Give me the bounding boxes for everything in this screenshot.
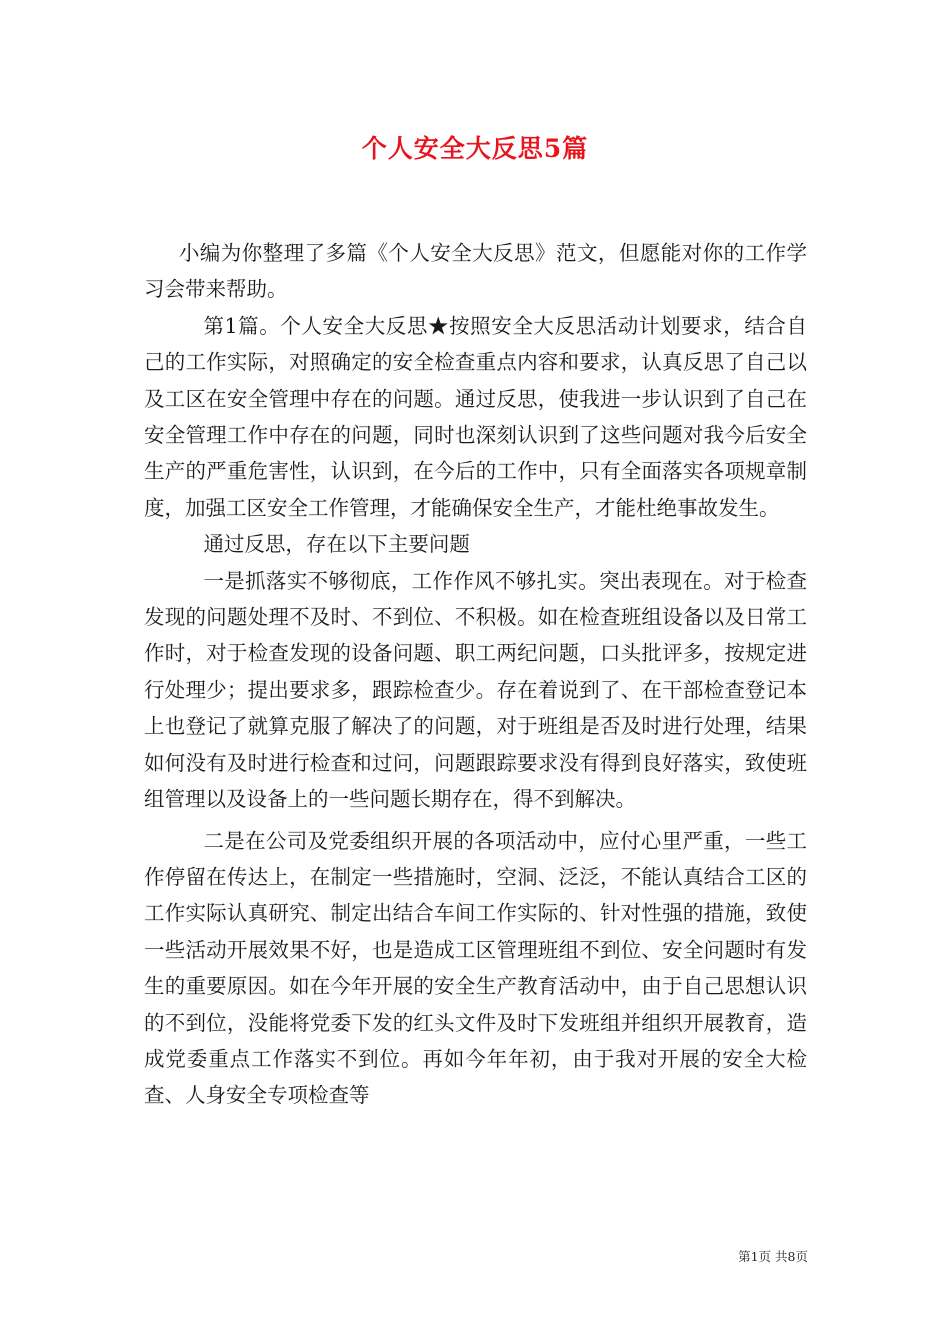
problem-2-paragraph: 二是在公司及党委组织开展的各项活动中，应付心里严重，一些工作停留在传达上，在制定一些措施时，空洞、泛泛，不能认真结合工区的工作实际认真研究、制定出结合车间工作实际的、针对性强的措施，致使一些活动开展效果不好，也是造成工区管理班组不到位、安全问题时有发生的重要原因。如在今年开展的安全生产教育活动中，由于自己思想认识的不到位，没能将党委下发的红头文件及时下发班组并组织开展教育，造成党委重点工作落实不到位。再如今年年初，由于我对开展的安全大检查、人身安全专项检查等 (144, 828, 807, 1108)
problems-heading: 通过反思，存在以下主要问题 (203, 532, 470, 557)
page-number-footer: 第1页 共8页 (738, 1249, 808, 1264)
document-body (144, 235, 807, 1114)
document-title: 个人安全大反思5篇 (361, 134, 589, 163)
article-1-paragraph: 第1篇。个人安全大反思★按照安全大反思活动计划要求，结合自己的工作实际，对照确定的安全检查重点内容和要求，认真反思了自己以及工区在安全管理中存在的问题。通过反思，使我进一步认识到了自己在安全管理工作中存在的问题，同时也深刻认识到了这些问题对我今后安全生产的严重危害性，认识到，在今后的工作中，只有全面落实各项规章制度，加强工区安全工作管理，才能确保安全生产，才能杜绝事故发生。 (144, 313, 807, 520)
problem-1-paragraph: 一是抓落实不够彻底，工作作风不够扎实。突出表现在。对于检查发现的问题处理不及时、不到位、不积极。如在检查班组设备以及日常工作时，对于检查发现的设备问题、职工两纪问题，口头批评多，按规定进行处理少；提出要求多，跟踪检查少。存在着说到了、在干部检查登记本上也登记了就算克服了解决了的问题，对于班组是否及时进行处理，结果如何没有及时进行检查和过问，问题跟踪要求没有得到良好落实，致使班组管理以及设备上的一些问题长期存在，得不到解决。 (144, 568, 807, 812)
intro-paragraph: 小编为你整理了多篇《个人安全大反思》范文，但愿能对你的工作学习会带来帮助。 (144, 241, 807, 302)
